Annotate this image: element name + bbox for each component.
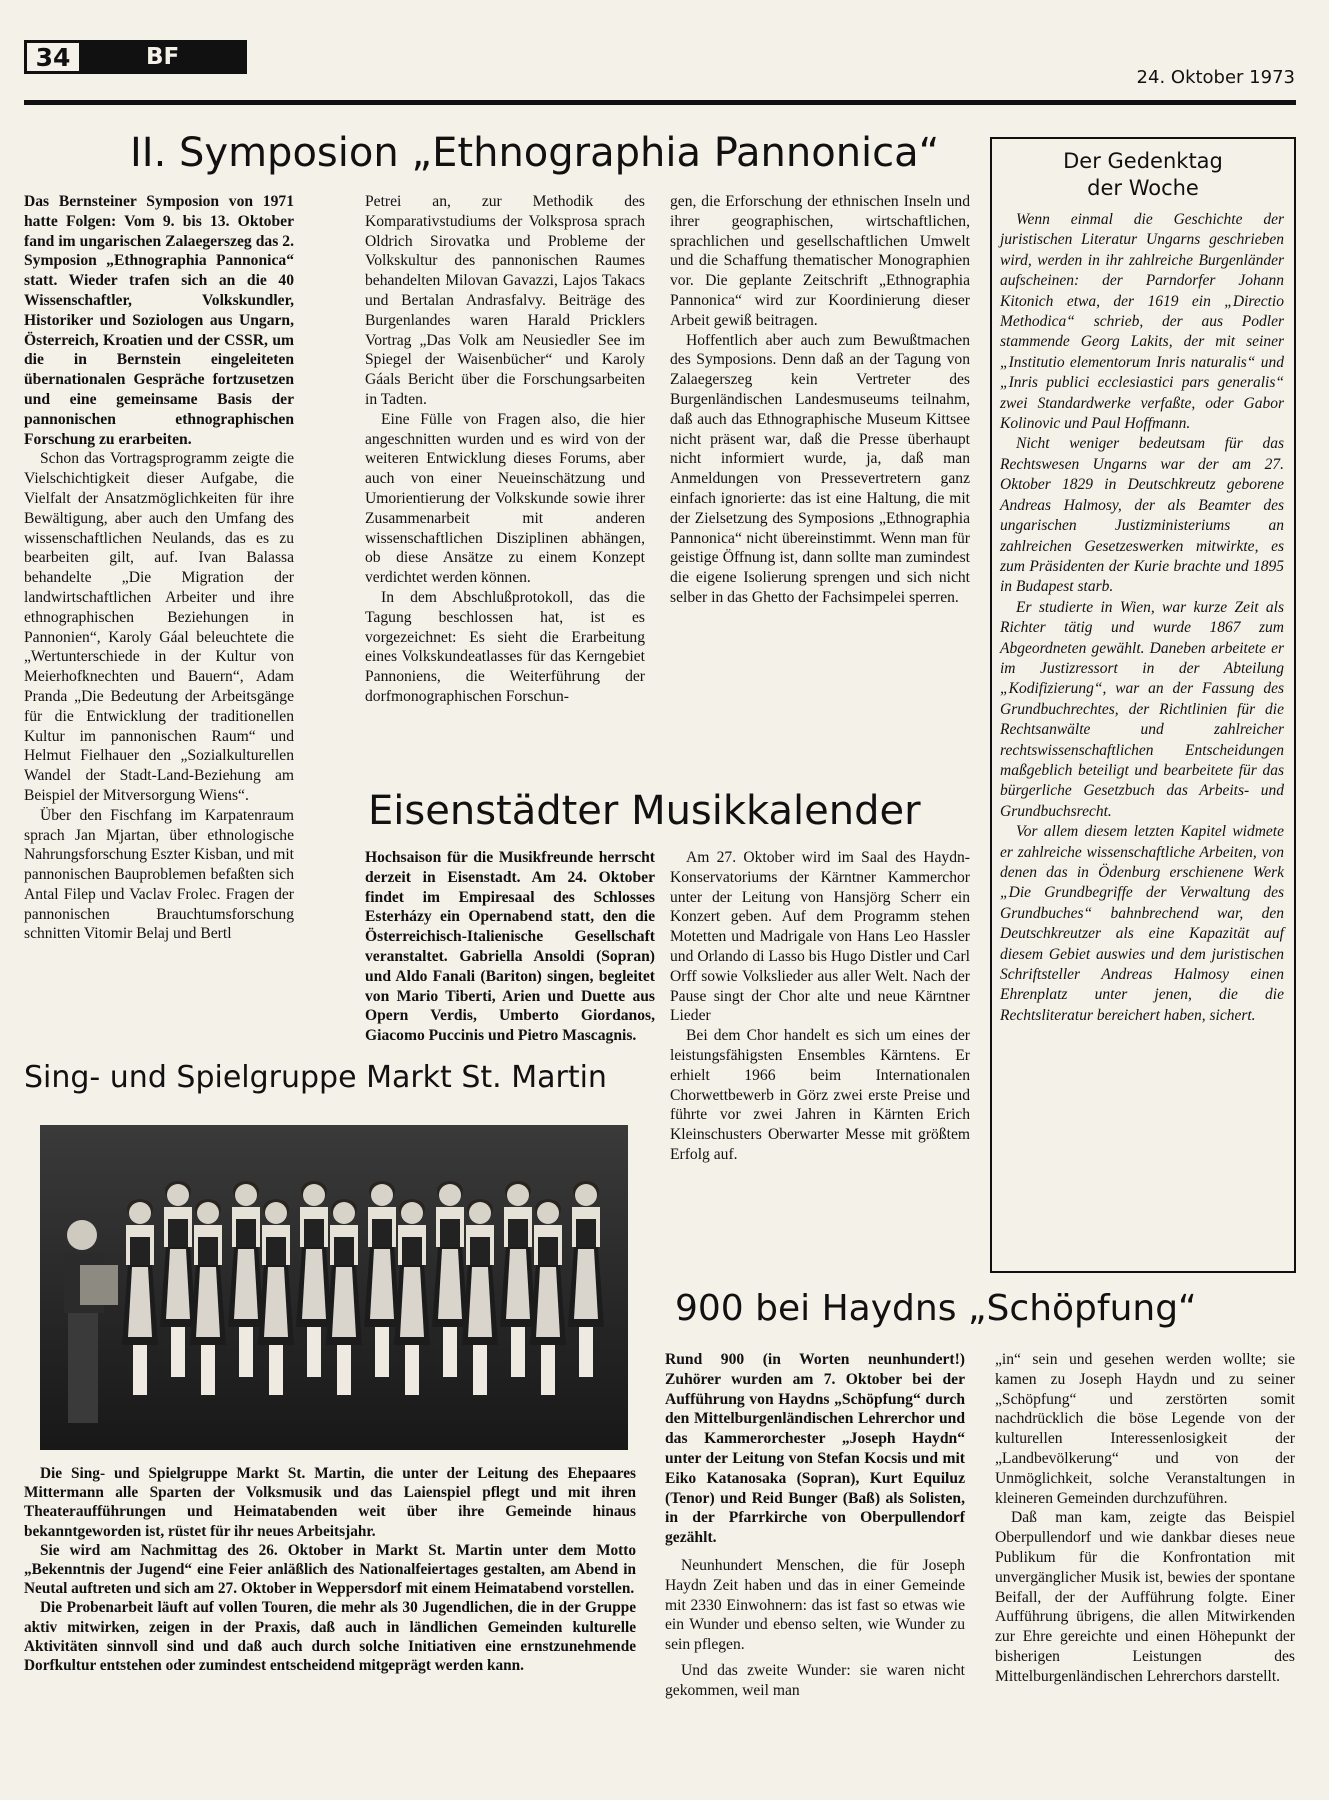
paragraph: Neunhundert Menschen, die für Joseph Haydn Zeit haben und das in einer Gemeinde mit 2330 Einwohnern: das ist fast so etwas wie ein Wunder und ebenso selten, wie Wunder zu sein pflegen. xyxy=(665,1556,965,1654)
paragraph: Er studierte in Wien, war kurze Zeit als Richter tätig und wurde 1867 zum Abgeordneten gewählt. Daneben arbeitete er im Justizressort in der Abteilung „Kodifizierung“, war an der Fassung des Grundbuchrechtes, der Richtlinien für die Rechtsanwälte und zahlreicher rechtswissenschaftlichen Entscheidungen maßgeblich beteiligt und bearbeitete für das bürgerliche Gesetzbuch das Arbeits- und Grundbuchsrecht. xyxy=(1000,598,1284,820)
haydn-headline: 900 bei Haydns „Schöpfung“ xyxy=(675,1288,1197,1329)
haydn-column-1 xyxy=(665,1350,965,1701)
paragraph: Hoffentlich aber auch zum Bewußtmachen des Symposions. Denn daß an der Tagung von Zalaegerszeg kein Vertreter des Burgenländischen Landesmuseums teilnahm, daß auch das Ethnographische Museum Kittsee nicht präsent war, daß die Presse überhaupt nicht informiert wurde, ja, daß man Anmeldungen von Pressevertretern ganz einfach ignorierte: das ist eine Haltung, die mit der Zielsetzung des Symposions „Ethnographia Pannonica“ nicht übereinstimmt. Wenn man für geistige Öffnung ist, dann sollte man zumindest die eigene Isolierung sprengen und sich nicht selber in das Ghetto der Fachsimpelei sperren. xyxy=(670,331,970,606)
haydn-column-2 xyxy=(995,1350,1295,1687)
sing-headline: Sing- und Spielgruppe Markt St. Martin xyxy=(24,1060,607,1095)
haydn-lead: Rund 900 (in Worten neunhundert!) Zuhörer wurden am 7. Oktober bei der Aufführung von Haydns „Schöpfung“ durch den Mittelburgenländischen Lehrerchor und das Kammerorchester „Joseph Haydn“ unter der Leitung von Stefan Kocsis und mit Eiko Katanosaka (Sopran), Kurt Equiluz (Tenor) und Reid Bunger (Baß) als Solisten, in der Pfarrkirche von Oberpullendorf gezählt. xyxy=(665,1351,965,1547)
paragraph: gen, die Erforschung der ethnischen Inseln und ihrer geographischen, wirtschaftlichen, sprachlichen und gesellschaftlichen Umwelt und die Schaffung thematischer Monographien vor. Die geplante Zeitschrift „Ethnographia Pannonica“ wird zur Koordinierung dieser Arbeit gewiß beitragen. xyxy=(670,193,970,329)
issue-date: 24. Oktober 1973 xyxy=(1136,67,1295,88)
paragraph: „in“ sein und gesehen werden wollte; sie kamen zu Joseph Haydn und zu seiner „Schöpfung“ und zerstörten somit nachdrücklich die böse Legende von der kulturellen Interessenlosigkeit der „Landbevölkerung“ und von der Unmöglichkeit, solche Veranstaltungen in kleineren Gemeinden durchzuführen. xyxy=(995,1351,1295,1507)
paragraph: Über den Fischfang im Karpatenraum sprach Jan Mjartan, über ethnologische Nahrungsforschung Eszter Kisban, und mit pannonischen Bauproblemen befaßten sich Antal Filep und Vaclav Frolec. Fragen der pannonischen Brauchtumsforschung schnitten Vitomir Belaj und Bertl xyxy=(24,806,294,943)
symposion-column-1 xyxy=(24,192,294,944)
paragraph: Petrei an, zur Methodik des Komparativstudiums der Volksprosa sprach Oldrich Sirovatka und Probleme der Volkskultur des pannonischen Raumes behandelten Milovan Gavazzi, Lajos Takacs und Bertalan Andrasfalvy. Beiträge des Burgenlandes waren Harald Pricklers Vortrag „Das Volk am Neusiedler See im Spiegel der Waisenbücher“ und Karoly Gáals Bericht über die Forschungsarbeiten in Tadten. xyxy=(365,193,645,408)
header-rule xyxy=(24,100,1296,105)
symposion-headline: II. Symposion „Ethnographia Pannonica“ xyxy=(130,130,940,176)
paragraph: Eine Fülle von Fragen also, die hier angeschnitten wurden und es wird von der weiteren Entwicklung dieses Forums, aber auch von einer Neueinschätzung und Umorientierung der Volkskunde sowie ihrer Zusammenarbeit mit anderen wissenschaftlichen Disziplinen abhängen, ob diese Ansätze zu einem Konzept verdichtet werden können. xyxy=(365,410,645,587)
musik-headline: Eisenstädter Musikkalender xyxy=(368,788,921,834)
paragraph: Und das zweite Wunder: sie waren nicht gekommen, weil man xyxy=(665,1661,965,1699)
section-bar xyxy=(82,40,247,74)
choir-photo xyxy=(40,1125,628,1450)
paragraph: Bei dem Chor handelt es sich um eines der leistungsfähigsten Ensembles Kärntens. Er erhielt 1966 beim Internationalen Chorwettbewerb in Görz zwei erste Preise und führte vor zwei Jahren in Kärnten Erich Kleinschusters Oberwarter Messe mit größtem Erfolg auf. xyxy=(670,1027,970,1163)
paragraph: Vor allem diesem letzten Kapitel widmete er zahlreiche wissenschaftliche Arbeiten, von denen das in Ödenburg erschienene Werk „Die Grundbegriffe der Verwaltung des Grundbuches“ bahnbrechend war, den Deutschkreutzer als eine Kapazität auf diesem Gebiet auswies und dem juristischen Schriftsteller Andreas Halmosy einen Ehrenplatz unter jenen, die die Rechtsliteratur bereichert haben, sichert. xyxy=(1000,823,1284,1024)
paragraph: Sie wird am Nachmittag des 26. Oktober in Markt St. Martin unter dem Motto „Bekenntnis der Jugend“ eine Feier anläßlich des Nationalfeiertages gestalten, am Abend in Neutal auftreten und sich am 27. Oktober in Weppersdorf mit einem Heimatabend vorstellen. xyxy=(24,1541,636,1598)
paragraph: Wenn einmal die Geschichte der juristischen Literatur Ungarns geschrieben wird, werden in ihr zahlreiche Burgenländer aufscheinen: der Parndorfer Johann Kitonich etwa, der 1619 ein „Directio Methodica“ schrieb, der aus Podler stammende Georg Lakits, der mit seiner „Institutio elementorum Inris naturalis“ und „Inris publici ecclesiastici pars generalis“ zwei Standardwerke verfaßte, oder Gabor Kolinovic und Paul Hoffmann. xyxy=(1000,211,1284,433)
paragraph: Nicht weniger bedeutsam für das Rechtswesen Ungarns war der am 27. Oktober 1829 in Deutschkreutz geborene Andreas Halmosy, der als Beamter des ungarischen Justizministeriums an zahlreichen Gesetzeswerken mitwirkte, es zum Präsidenten der Kurie brachte und 1895 in Budapest starb. xyxy=(1000,435,1284,596)
symposion-column-2 xyxy=(365,192,645,707)
gedenktag-text xyxy=(1000,210,1284,1026)
gedenktag-title-line-2: der Woche xyxy=(1087,176,1199,200)
paragraph: In dem Abschlußprotokoll, das die Tagung beschlossen hat, ist es vorgezeichnet: Es sieht die Erarbeitung eines Volkskundeatlasses für das Kerngebiet Pannoniens, die Weiterführung der dorfmonographischen Forschun- xyxy=(365,588,645,705)
sing-text xyxy=(24,1464,636,1675)
section-label: BF xyxy=(146,44,180,70)
page-number-box xyxy=(24,40,82,74)
musik-lead: Hochsaison für die Musikfreunde herrscht derzeit in Eisenstadt. Am 24. Oktober findet im Empiresaal des Schlosses Esterházy ein Opernabend statt, den die Österreichisch-Italienische Gesellschaft veranstaltet. Gabriella Ansoldi (Sopran) und Aldo Fanali (Bariton) singen, begleitet von Mario Tiberti, Arien und Duette aus Opern Verdis, Umberto Giordanos, Giacomo Puccinis und Pietro Mascagnis. xyxy=(365,849,655,1045)
paragraph: Die Probenarbeit läuft auf vollen Touren, die mehr als 30 Jugendlichen, die in der Gruppe aktiv mitwirken, zeigen in der Praxis, daß auch in ländlichen Gemeinden kulturelle Aktivitäten sinnvoll sind und daß auch durch solche Initiativen eine ernstzunehmende Dorfkultur entstehen oder zumindest entscheidend mitgeprägt werden kann. xyxy=(24,1599,636,1675)
paragraph: Am 27. Oktober wird im Saal des Haydn-Konservatoriums der Kärntner Kammerchor unter der Leitung von Hansjörg Scherr ein Konzert geben. Auf dem Programm stehen Motetten und Madrigale von Hans Leo Hassler und Orlando di Lasso bis Hugo Distler und Carl Orff sowie Volkslieder aus aller Welt. Nach der Pause singt der Chor alte und neue Kärntner Lieder xyxy=(670,849,970,1025)
musik-column-2 xyxy=(670,848,970,1165)
gedenktag-title xyxy=(992,148,1294,202)
paragraph: Daß man kam, zeigte das Beispiel Oberpullendorf und wie dankbar dieses neue Publikum für die Konfrontation mit unvergänglicher Musik ist, bewies der spontane Beifall, der der Aufführung folgte. Einer Aufführung übrigens, die allen Mitwirkenden zur Ehre gereichte und einen Höhepunkt der bisherigen Leistungen des Mittelburgenländischen Lehrerchors darstellt. xyxy=(995,1509,1295,1685)
symposion-column-3 xyxy=(670,192,970,608)
paragraph: Schon das Vortragsprogramm zeigte die Vielschichtigkeit dieser Aufgabe, die Vielfalt der Ansatzmöglichkeiten für ihre Bewältigung, aber auch den Umfang des wissenschaftlichen Neulands, das es zu bearbeiten gilt, auf. Ivan Balassa behandelte „Die Migration der landwirtschaftlichen Arbeiter und ihre ethnographischen Beziehungen in Pannonien“, Karoly Gáal beleuchtete die „Wertunterschiede in der Kultur von Meierhofknechten und Bauern“, Adam Pranda „Die Bedeutung der Arbeitsgänge für die Entwicklung der traditionellen Kultur im pannonischen Raum“ und Helmut Fielhauer den „Sozialkulturellen Wandel der Stadt-Land-Beziehung am Beispiel der Mitversorgung Wiens“. xyxy=(24,450,294,804)
symposion-lead: Das Bernsteiner Symposion von 1971 hatte Folgen: Vom 9. bis 13. Oktober fand im ungarischen Zalaegerszeg das 2. Symposion „Ethnographia Pannonica“ statt. Wieder trafen sich an die 40 Wissenschaftler, Volkskundler, Historiker und Soziologen aus Ungarn, Österreich, Kroatien und der CSSR, um die in Bernstein eingeleiteten übernationalen Gespräche fortzusetzen und eine gemeinsame Basis der pannonischen ethnographischen Forschung zu erarbeiten. xyxy=(24,193,294,448)
page-number: 34 xyxy=(35,42,71,72)
gedenktag-title-line-1: Der Gedenktag xyxy=(1063,149,1223,173)
paragraph: Die Sing- und Spielgruppe Markt St. Martin, die unter der Leitung des Ehepaares Mittermann alle Sparten der Volksmusik und das Laienspiel pflegt und mit ihren Theateraufführungen und Heimatabenden weit über ihre Gemeinde hinaus bekanntgeworden ist, rüstet für ihr neues Arbeitsjahr. xyxy=(24,1465,636,1540)
